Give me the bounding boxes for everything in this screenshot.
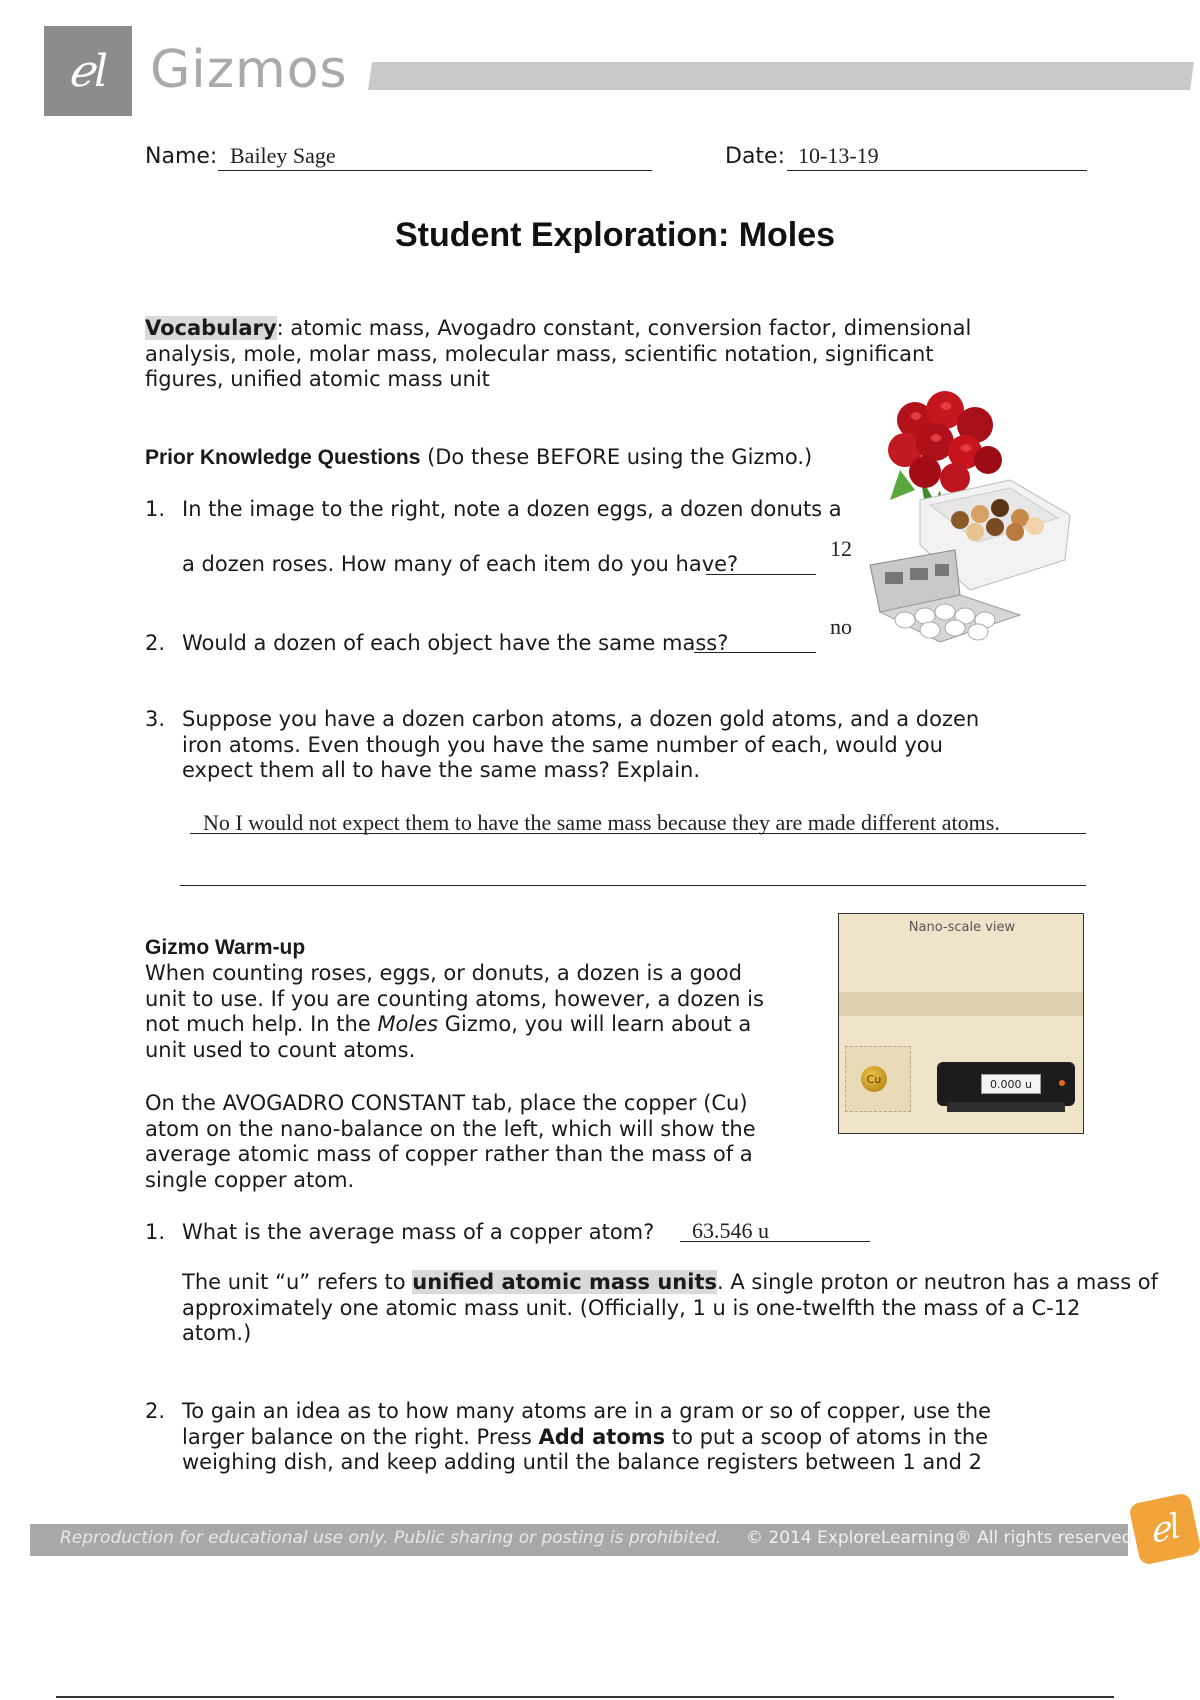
prior-q3-line-3: expect them all to have the same mass? Explain.: [182, 758, 701, 782]
prior-heading-note: (Do these BEFORE using the Gizmo.): [427, 445, 813, 469]
prior-heading: Prior Knowledge Questions: [145, 446, 421, 469]
nano-balance-base: [947, 1102, 1065, 1112]
name-underline: [218, 170, 652, 171]
prior-q1-number: 1.: [145, 497, 166, 521]
warmup-p2-line-3: average atomic mass of copper rather than the mass of a: [145, 1142, 753, 1166]
warmup-q2-number: 2.: [145, 1399, 166, 1423]
name-value[interactable]: Bailey Sage: [230, 143, 336, 168]
header-bar: [368, 62, 1194, 90]
prior-q3-text: [182, 707, 1048, 784]
warmup-p1-line-3-pre: not much help. In the: [145, 1012, 378, 1036]
unified-amu-term: unified atomic mass units: [412, 1270, 717, 1294]
note-line-2: approximately one atomic mass unit. (Officially, 1 u is one-twelfth the mass of a C-12: [182, 1295, 1081, 1320]
warmup-paragraph-2: [145, 1091, 805, 1193]
name-label: Name:: [145, 144, 218, 169]
nano-shelf: [839, 992, 1084, 1016]
prior-q2-answer-line: [694, 652, 816, 653]
warmup-q1-text: What is the average mass of a copper atom?: [182, 1220, 655, 1244]
moles-italic: Moles: [377, 1012, 439, 1036]
vocabulary-line-1: atomic mass, Avogadro constant, conversion factor, dimensional: [290, 316, 972, 340]
add-atoms-term: Add atoms: [538, 1424, 666, 1449]
explorelearning-badge-icon: ℯl: [1128, 1492, 1200, 1566]
prior-q3-number: 3.: [145, 707, 166, 731]
warmup-heading: Gizmo Warm-up: [145, 936, 306, 959]
warmup-p1-line-4: unit used to count atoms.: [145, 1037, 416, 1062]
prior-q2-text: Would a dozen of each object have the same mass?: [182, 631, 729, 655]
warmup-p2-line-1: On the AVOGADRO CONSTANT tab, place the copper (Cu): [145, 1091, 748, 1115]
warmup-p1-line-3-post: Gizmo, you will learn about a: [438, 1012, 752, 1036]
note-pre: The unit “u” refers to: [182, 1270, 413, 1294]
warmup-p1-line-1: When counting roses, eggs, or donuts, a dozen is a good: [145, 961, 742, 985]
footer-usage-notice: Reproduction for educational use only. Public sharing or posting is prohibited.: [60, 1528, 722, 1548]
warmup-q2-line-2-post: to put a scoop of atoms in the: [665, 1424, 989, 1449]
warmup-p1-line-2: unit to use. If you are counting atoms, however, a dozen is: [145, 986, 764, 1011]
explorelearning-logo-icon: ℯl: [67, 45, 109, 97]
prior-q3-line-1: Suppose you have a dozen carbon atoms, a dozen gold atoms, and a dozen: [182, 707, 980, 731]
prior-q2-answer[interactable]: no: [830, 614, 852, 639]
vocabulary-label: Vocabulary: [145, 316, 277, 340]
warmup-q1-number: 1.: [145, 1220, 166, 1244]
balance-led-icon: [1059, 1080, 1065, 1086]
note-post: . A single proton or neutron has a mass of: [717, 1270, 1159, 1294]
warmup-p2-line-2: atom on the nano-balance on the left, which will show the: [145, 1116, 756, 1141]
nano-balance-readout: 0.000 u: [981, 1074, 1041, 1094]
prior-q1-answer-line: [706, 574, 816, 575]
vocabulary-block: Vocabulary: atomic mass, Avogadro constant, conversion factor, dimensional analysis, mole, molar mass, molecular mass, scientific notation, significant figures, unified atomic mass unit: [145, 316, 1045, 393]
prior-q3-answer[interactable]: No I would not expect them to have the same mass because they are made different atoms.: [203, 810, 1000, 835]
prior-q1-line-2: a dozen roses. How many of each item do you have?: [182, 552, 739, 576]
nano-view-title: Nano-scale view: [908, 920, 1016, 935]
prior-q2-number: 2.: [145, 631, 166, 655]
date-value[interactable]: 10-13-19: [798, 143, 879, 168]
prior-q1-line-1: In the image to the right, note a dozen eggs, a dozen donuts a: [182, 497, 842, 521]
prior-q3-answer-line-2: [180, 885, 1086, 886]
warmup-q1-answer[interactable]: 63.546 u: [692, 1218, 769, 1243]
vocabulary-line-3: figures, unified atomic mass unit: [145, 367, 490, 391]
prior-q3-line-2: iron atoms. Even though you have the same number of each, would you: [182, 732, 943, 757]
note-line-3: atom.): [182, 1321, 252, 1345]
bottom-rule: [56, 1696, 1114, 1698]
prior-q1-answer[interactable]: 12: [830, 536, 852, 561]
dozen-items-illustration: [860, 380, 1090, 660]
nano-scale-view: [838, 913, 1084, 1134]
warmup-q1-note: [182, 1270, 1182, 1347]
vocabulary-line-2: analysis, mole, molar mass, molecular mass, scientific notation, significant: [145, 341, 934, 366]
copper-atom[interactable]: Cu: [861, 1066, 887, 1092]
prior-heading-row: [145, 445, 812, 471]
date-label: Date:: [725, 144, 785, 169]
warmup-p2-line-4: single copper atom.: [145, 1167, 355, 1192]
footer-copyright: © 2014 ExploreLearning® All rights reserved: [746, 1528, 1133, 1548]
warmup-paragraph-1: [145, 961, 805, 1063]
date-underline: [787, 170, 1087, 171]
brand-name: Gizmos: [150, 40, 348, 100]
warmup-q2-text: [182, 1399, 1082, 1476]
warmup-q2-line-3: weighing dish, and keep adding until the balance registers between 1 and 2: [182, 1450, 982, 1474]
page-title: Student Exploration: Moles: [394, 216, 836, 254]
warmup-q2-line-1: To gain an idea as to how many atoms are in a gram or so of copper, use the: [182, 1399, 992, 1423]
warmup-q2-line-2-pre: larger balance on the right. Press: [182, 1424, 539, 1449]
